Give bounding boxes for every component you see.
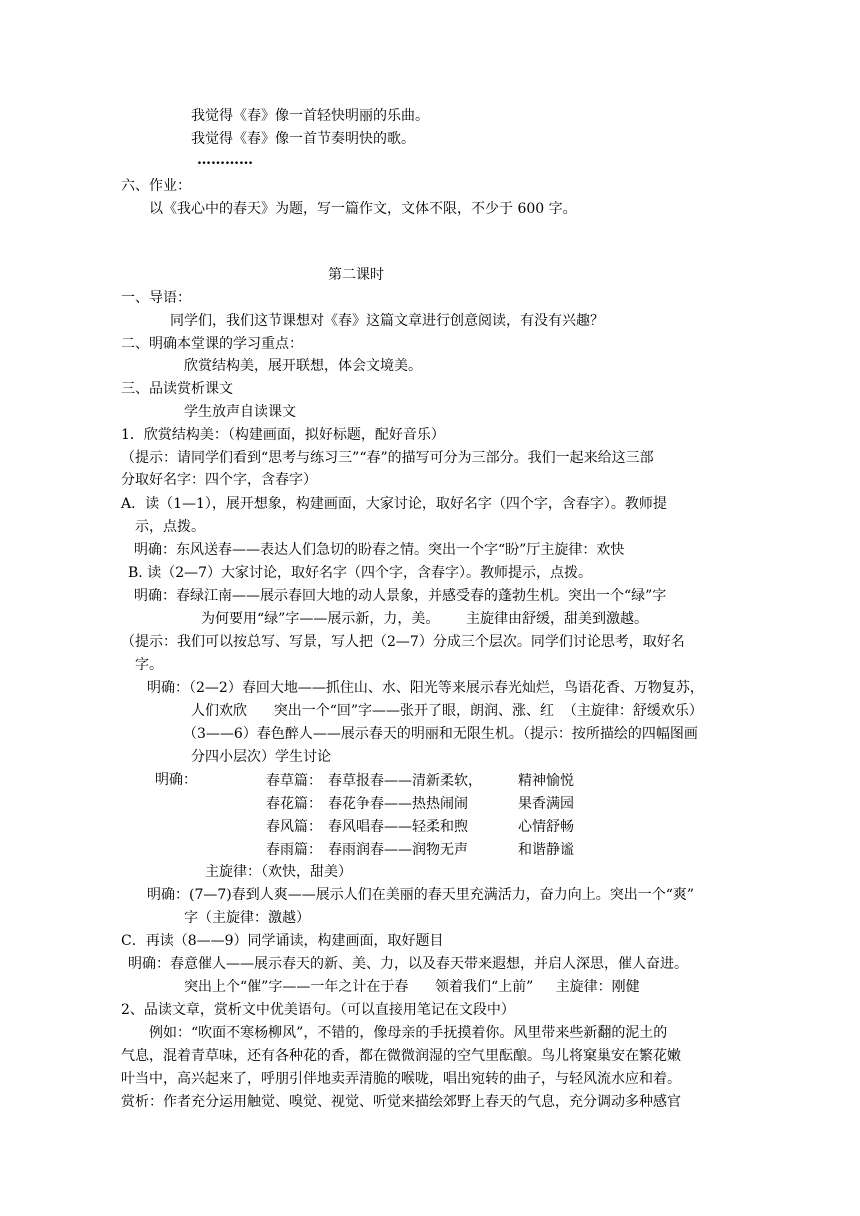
- text-line: 欣赏结构美，展开联想，体会文境美。: [184, 358, 422, 374]
- text-line: 明确：东风送春——表达人们急切的盼春之情。突出一个字“盼”厅主旋律：欢快: [134, 542, 625, 558]
- text-line: 我觉得《春》像一首轻快明丽的乐曲。: [191, 108, 429, 124]
- text-line: A．读（1—1），展开想象，构建画面，大家讨论，取好名字（四个字，含春字）。教师提: [121, 496, 667, 512]
- table-cell: 春风篇：: [266, 819, 322, 835]
- table-cell: 春花篇：: [266, 796, 322, 812]
- text-line: 叶当中，高兴起来了，呼朋引伴地卖弄清脆的喉咙，唱出宛转的曲子，与轻风流水应和着。: [121, 1071, 681, 1087]
- table-cell: 春雨篇：: [266, 842, 322, 858]
- lesson-title: 第二课时: [328, 267, 384, 283]
- table-label: 明确：: [155, 772, 197, 788]
- text-line: 示，点拨。: [135, 519, 205, 535]
- text-line: 分四小层次）学生讨论: [191, 749, 331, 765]
- section-heading: 一、导语：: [121, 290, 191, 306]
- text-line: 赏析：作者充分运用触觉、嗅觉、视觉、听觉来描绘郊野上春天的气息，充分调动多种感官: [121, 1094, 681, 1110]
- table-cell: 春风唱春——轻柔和煦: [328, 819, 468, 835]
- text-line: 同学们，我们这节课想对《春》这篇文章进行创意阅读，有没有兴趣？: [170, 313, 604, 329]
- section-heading: 二、明确本堂课的学习重点：: [121, 336, 303, 352]
- text-line: 1．欣赏结构美：（构建画面，拟好标题，配好音乐）: [121, 427, 445, 443]
- section-heading: 六、作业：: [121, 178, 191, 194]
- table-cell: 果香满园: [518, 796, 574, 812]
- text-line: 我觉得《春》像一首节奏明快的歌。: [191, 131, 415, 147]
- text-line: B. 读（2—7）大家讨论，取好名字（四个字，含春字）。教师提示，点拨。: [128, 565, 593, 581]
- text-line: 明确：春绿江南——展示春回大地的动人景象，并感受春的蓬勃生机。突出一个“绿”字: [134, 588, 667, 604]
- text-line: C．再读（8——9）同学诵读，构建画面，取好题目: [121, 933, 444, 949]
- text-line: 主旋律：（欢快，甜美）: [205, 864, 352, 880]
- table-cell: 精神愉悦: [518, 773, 574, 789]
- text-line: 明确：（2—2）春回大地——抓住山、水、阳光等来展示春光灿烂，鸟语花香、万物复苏，: [147, 680, 704, 696]
- text-line: 明确：(7—7)春到人爽——展示人们在美丽的春天里充满活力，奋力向上。突出一个“爽”: [147, 887, 695, 903]
- text-line: 气息，混着青草味，还有各种花的香，都在微微润湿的空气里酝酿。鸟儿将窠巢安在繁花嫩: [121, 1048, 681, 1064]
- text-line: 以《我心中的春天》为题，写一篇作文，文体不限，不少于 600 字。: [149, 201, 577, 217]
- text-line: 字。: [135, 657, 163, 673]
- table-cell: 和谐静谧: [518, 842, 574, 858]
- table-cell: 心情舒畅: [518, 819, 574, 835]
- section-heading: 三、品读赏析课文: [121, 381, 233, 397]
- table-cell: 春雨润春——润物无声: [328, 842, 468, 858]
- text-line: 分取好名字：四个字，含春字）: [121, 472, 317, 488]
- table-cell: 春花争春——热热闹闹: [328, 796, 468, 812]
- table-cell: 春草篇：: [266, 773, 322, 789]
- text-line: 人们欢欣 突出一个“回”字——张开了眼，朗润、涨、红 （主旋律：舒缓欢乐）: [191, 703, 703, 719]
- text-line: 例如：“吹面不寒杨柳风”，不错的，像母亲的手抚摸着你。风里带来些新翻的泥土的: [149, 1025, 668, 1041]
- text-line: （提示：请同学们看到“思考与练习三”“春”的描写可分为三部分。我们一起来给这三部: [121, 450, 654, 466]
- text-line: 字（主旋律：激越）: [184, 910, 310, 926]
- text-line: …………: [197, 152, 253, 168]
- table-cell: 春草报春——清新柔软，: [328, 773, 482, 789]
- text-line: 为何要用“绿”字——展示新，力，美。 主旋律由舒缓，甜美到激越。: [201, 611, 649, 627]
- text-line: 突出上个“催”字——一年之计在于春 领着我们“上前” 主旋律：刚健: [184, 979, 640, 995]
- text-line: （提示：我们可以按总写、写景，写人把（2—7）分成三个层次。同学们讨论思考，取好名: [121, 634, 685, 650]
- text-line: （3——6）春色醉人——展示春天的明丽和无限生机。（提示：按所描绘的四幅图画: [183, 726, 698, 742]
- text-line: 明确：春意催人——展示春天的新、美、力，以及春天带来遐想，并启人深思，催人奋进。: [128, 956, 688, 972]
- text-line: 2、品读文章，赏析文中优美语句。（可以直接用笔记在文段中）: [121, 1002, 515, 1018]
- text-line: 学生放声自读课文: [184, 404, 296, 420]
